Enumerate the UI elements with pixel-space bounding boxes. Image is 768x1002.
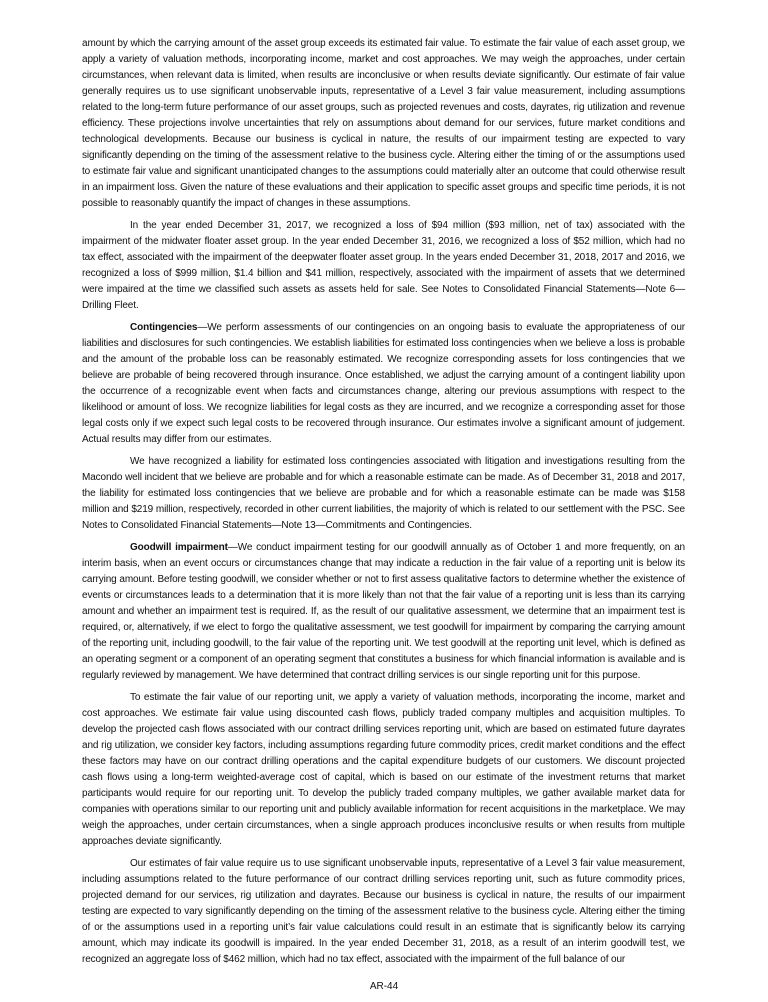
- paragraph-text: To estimate the fair value of our reporting unit, we apply a variety of valuation methods, incorporating the income, market and cost approaches. We estimate fair value using discounted cash flows, publicly traded company multiples and acquisition multiples. To develop the projected cash flows associated with our contract drilling services reporting unit, which are based on estimated future dayrates and rig utilization, we consider key factors, including assumptions regarding future commodity prices, credit market conditions and the effect these factors may have on our contract drilling operations and the capital expenditure budgets of our customers. We discount projected cash flows using a long-term weighted-average cost of capital, which is based on our estimate of the investment returns that market participants would require for our reporting unit. To develop the publicly traded company multiples, we gather available market data for companies with operations similar to our reporting unit and publicly available information for recent acquisitions in the marketplace. We may weigh the approaches, under certain circumstances, when a single approach produces inconclusive results or when results from multiple approaches deviate significantly.: [82, 692, 685, 847]
- paragraph-text: Our estimates of fair value require us to use significant unobservable inputs, representative of a Level 3 fair value measurement, including assumptions related to the future performance of our contract drilling services reporting unit, such as future commodity prices, projected demand for our services, rig utilization and dayrates. Because our business is cyclical in nature, the results of our impairment testing are expected to vary significantly depending on the timing of the assessment relative to the business cycle. Altering either the timing of or the assumptions used in a reporting unit’s fair value calculations could result in an estimate that is significantly below its carrying amount, which may indicate its goodwill is impaired. In the year ended December 31, 2018, as a result of an interim goodwill test, we recognized an aggregate loss of $462 million, which had no tax effect, associated with the impairment of the full balance of our: [82, 858, 685, 965]
- paragraph-text: We have recognized a liability for estimated loss contingencies associated with litigation and investigations resulting from the Macondo well incident that we believe are probable and for which a reasonable estimate can be made. As of December 31, 2018 and 2017, the liability for estimated loss contingencies that we believe are probable and for which a reasonable estimate can be made was $158 million and $219 million, respectively, recorded in other current liabilities, the majority of which is related to our settlement with the PSC. See Notes to Consolidated Financial Statements—Note 13—Commitments and Contingencies.: [82, 456, 685, 531]
- section-heading: Contingencies: [130, 322, 198, 333]
- paragraph-text: —We perform assessments of our contingencies on an ongoing basis to evaluate the appropriateness of our liabilities and disclosures for such contingencies. We establish liabilities for estimated loss contingencies when we believe a loss is probable and the amount of the probable loss can be reasonably estimated. We recognize corresponding assets for loss contingencies that we believe are probable of being recovered through insurance. Once established, we adjust the carrying amount of a contingent liability upon the occurrence of a recognizable event when facts and circumstances change, altering our previous assumptions with respect to the likelihood or amount of loss. We recognize liabilities for legal costs as they are incurred, and we recognize a corresponding asset for those legal costs only if we expect such legal costs to be recovered through insurance. Our estimates involve a significant amount of judgement. Actual results may differ from our estimates.: [82, 322, 685, 445]
- document-body: [82, 0, 685, 968]
- paragraph-text: In the year ended December 31, 2017, we recognized a loss of $94 million ($93 million, net of tax) associated with the impairment of the midwater floater asset group. In the year ended December 31, 2016, we recognized a loss of $52 million, which had no tax effect, associated with the impairment of the deepwater floater asset group. In the years ended December 31, 2018, 2017 and 2016, we recognized a loss of $999 million, $1.4 billion and $41 million, respectively, associated with the impairment of assets that we determined were impaired at the time we classified such assets as assets held for sale. See Notes to Consolidated Financial Statements—Note 6—Drilling Fleet.: [82, 220, 685, 311]
- paragraph-goodwill-impairment: [82, 540, 685, 684]
- paragraph-asset-impairment-continued: [82, 36, 685, 212]
- paragraph-fair-value-estimation: [82, 690, 685, 850]
- paragraph-impairment-losses: [82, 218, 685, 314]
- paragraph-contingencies: [82, 320, 685, 448]
- paragraph-text: —We conduct impairment testing for our goodwill annually as of October 1 and more frequently, on an interim basis, when an event occurs or circumstances change that may indicate a reduction in the fair value of a reporting unit is below its carrying amount. Before testing goodwill, we consider whether or not to first assess qualitative factors to determine whether the existence of events or circumstances leads to a determination that it is more likely than not that the fair value of a reporting unit is less than its carrying amount and whether an impairment test is required. If, as the result of our qualitative assessment, we determine that an impairment test is required, or, alternatively, if we elect to forgo the qualitative assessment, we test goodwill for impairment by comparing the carrying amount of the reporting unit, including goodwill, to the fair value of the reporting unit. We test goodwill at the reporting unit level, which is defined as an operating segment or a component of an operating segment that constitutes a business for which financial information is available and is regularly reviewed by management. We have determined that contract drilling services is our single reporting unit for this purpose.: [82, 542, 686, 681]
- page-number: AR-44: [369, 981, 399, 992]
- section-heading: Goodwill impairment: [130, 542, 228, 553]
- paragraph-macondo-liability: [82, 454, 685, 534]
- paragraph-text: amount by which the carrying amount of the asset group exceeds its estimated fair value. To estimate the fair value of each asset group, we apply a variety of valuation methods, incorporating income, market and cost approaches. We may weigh the approaches, under certain circumstances, when relevant data is limited, when results are inconclusive or when results deviate significantly. Our estimate of fair value generally requires us to use significant unobservable inputs, representative of a Level 3 fair value measurement, including assumptions related to the long-term future performance of our asset groups, such as projected revenues and costs, dayrates, rig utilization and revenue efficiency. These projections involve uncertainties that rely on assumptions about demand for our services, future market conditions and technological developments. Because our business is cyclical in nature, the results of our impairment testing are expected to vary significantly depending on the timing of the assessment relative to the business cycle. Altering either the timing of or the assumptions used to estimate fair value and significant unanticipated changes to the assumptions could materially alter an outcome that could otherwise result in an impairment loss. Given the nature of these evaluations and their application to specific asset groups and specific time periods, it is not possible to reasonably quantify the impact of changes in these assumptions.: [82, 38, 685, 209]
- paragraph-fair-value-inputs: [82, 856, 685, 968]
